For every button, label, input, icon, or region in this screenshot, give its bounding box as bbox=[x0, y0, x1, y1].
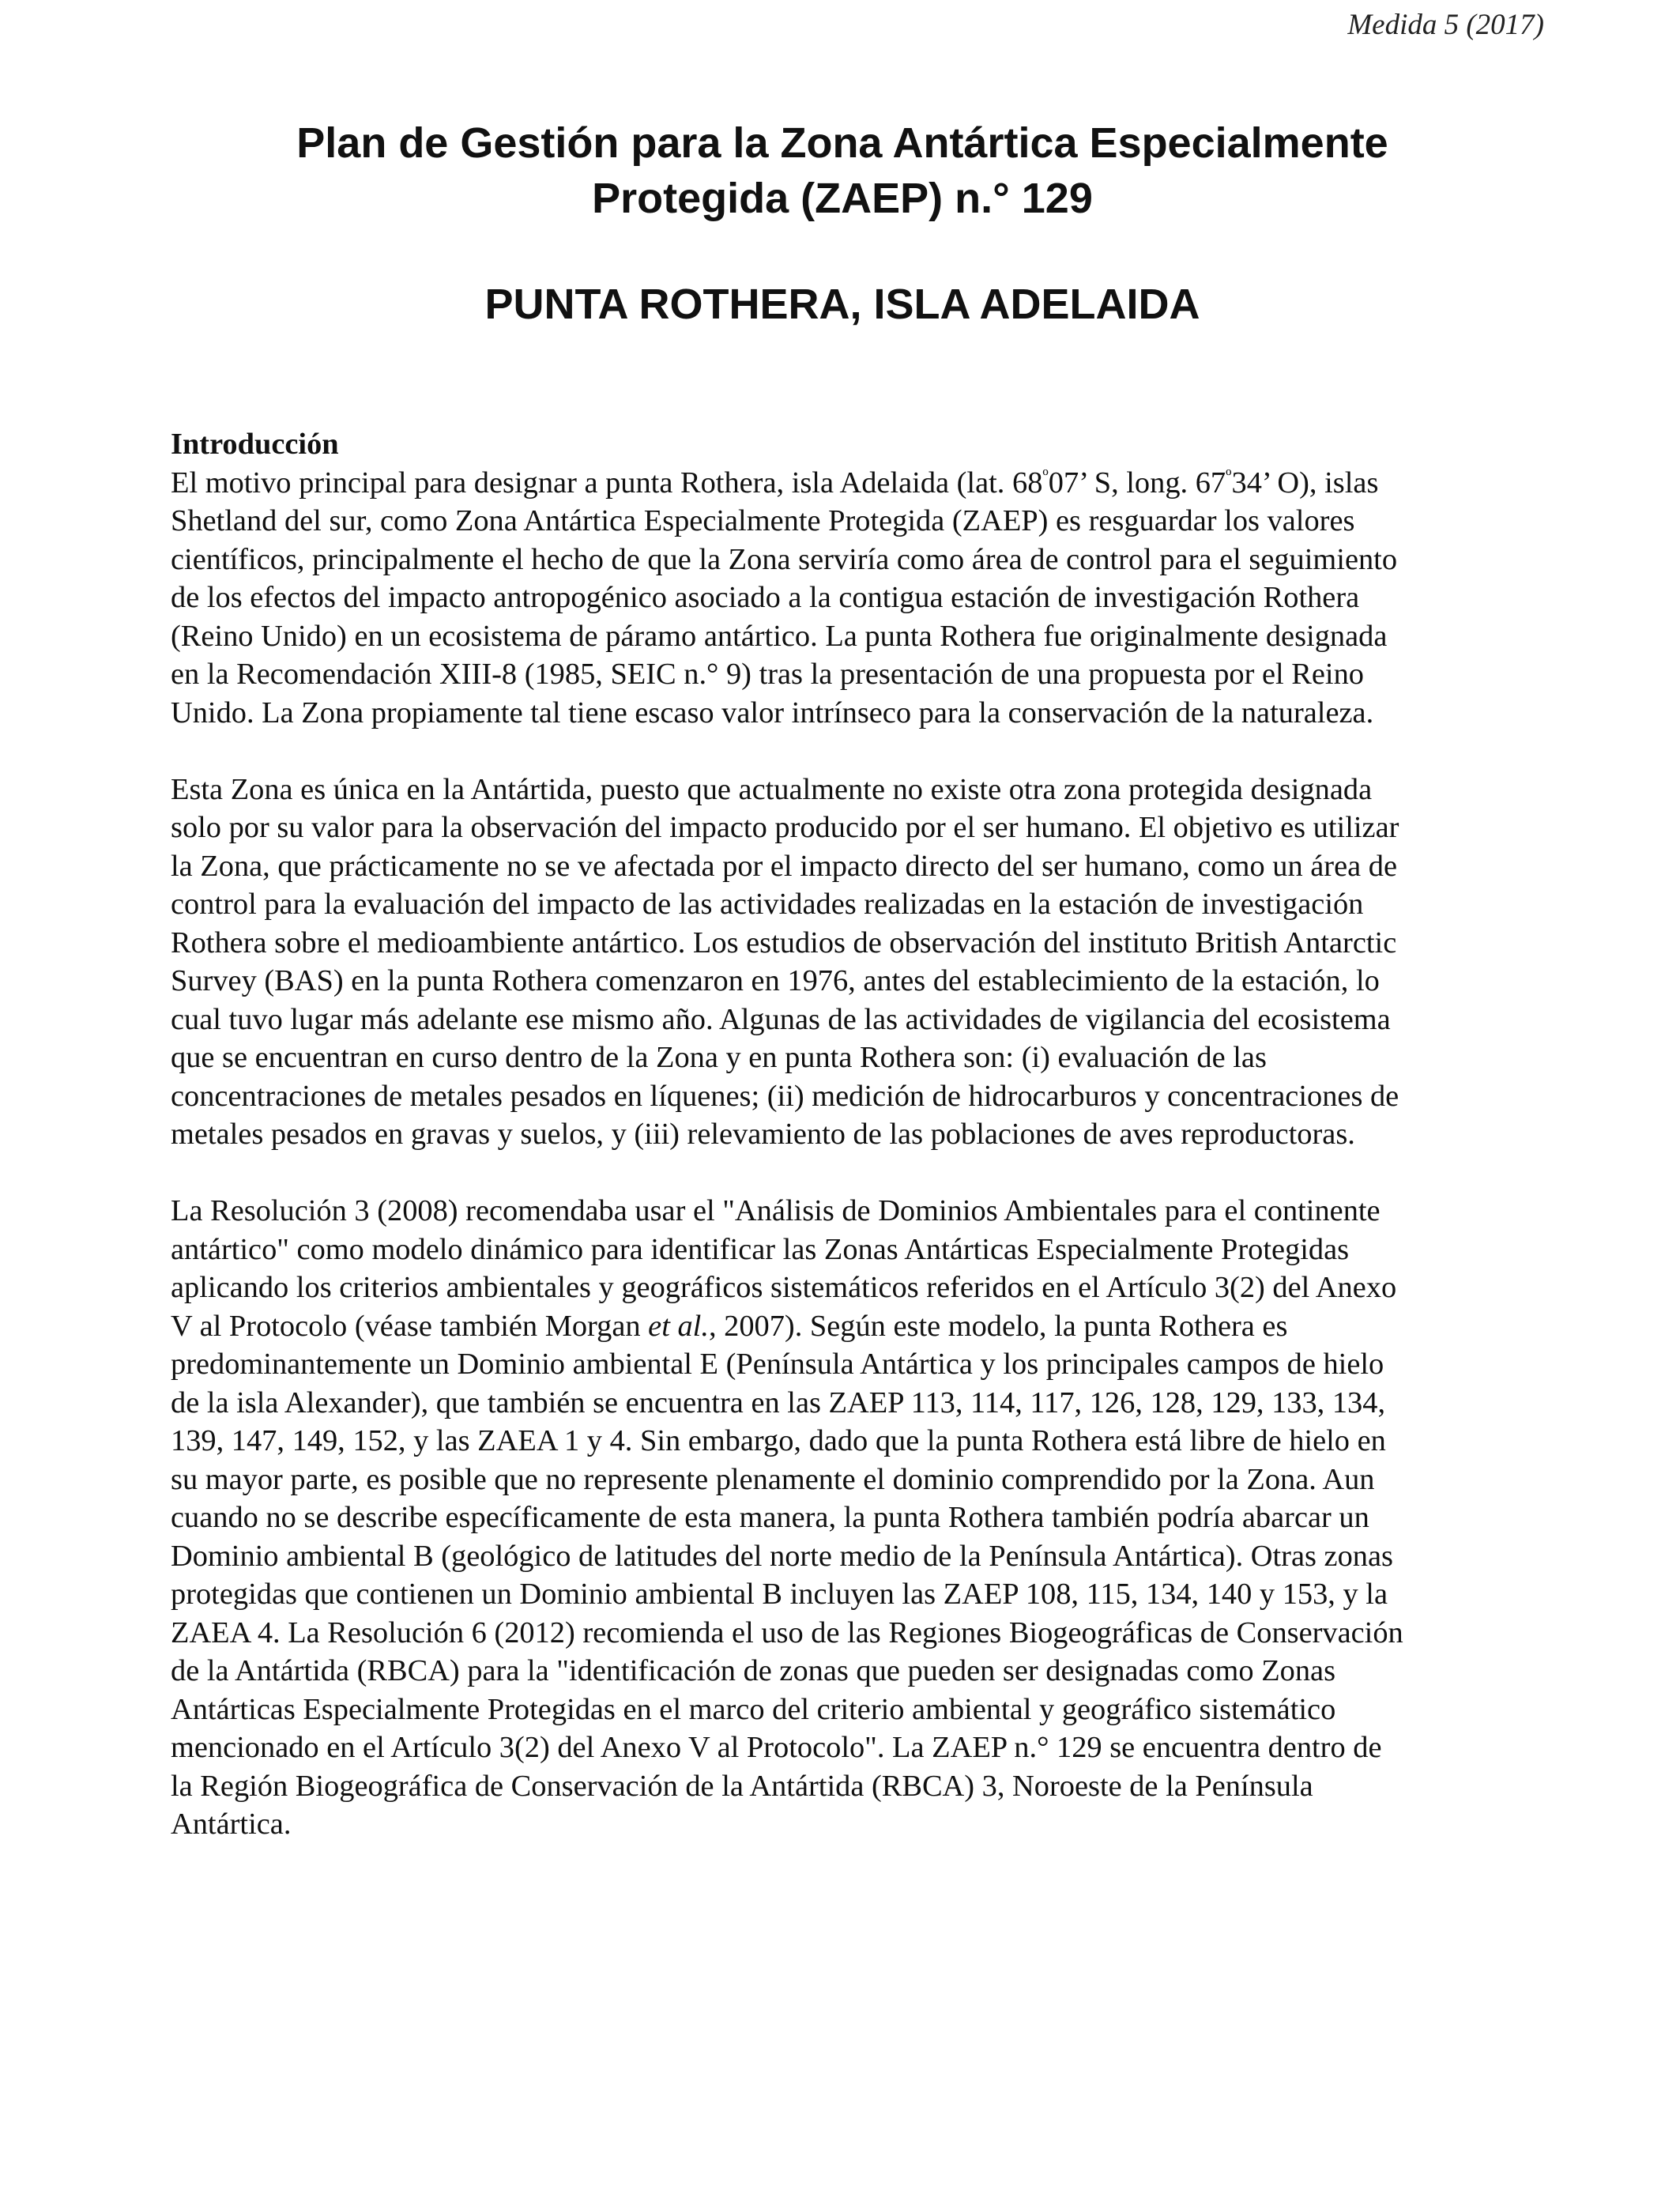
text-line: solo por su valor para la observación del impacto producido por el ser humano. El objetivo es utilizar bbox=[171, 811, 1399, 844]
text-line: aplicando los criterios ambientales y geográficos sistemáticos referidos en el Artículo 3(2) del Anexo bbox=[171, 1271, 1397, 1304]
running-header: Medida 5 (2017) bbox=[1347, 9, 1544, 41]
text-line: la Región Biogeográfica de Conservación de la Antártida (RBCA) 3, Noroeste de la Península bbox=[171, 1769, 1313, 1803]
text-line: control para la evaluación del impacto de las actividades realizadas en la estación de investigación bbox=[171, 888, 1364, 921]
text-line: la Zona, que prácticamente no se ve afectada por el impacto directo del ser humano, como un área de bbox=[171, 849, 1397, 883]
text-line: metales pesados en gravas y suelos, y (iii) relevamiento de las poblaciones de aves reproductoras. bbox=[171, 1118, 1355, 1151]
text-line: Survey (BAS) en la punta Rothera comenzaron en 1976, antes del establecimiento de la estación, lo bbox=[171, 964, 1380, 997]
document-subtitle: PUNTA ROTHERA, ISLA ADELAIDA bbox=[484, 281, 1200, 328]
text-line: Unido. La Zona propiamente tal tiene escaso valor intrínseco para la conservación de la naturaleza. bbox=[171, 696, 1374, 729]
text-line: cuando no se describe específicamente de esta manera, la punta Rothera también podría abarcar un bbox=[171, 1501, 1369, 1534]
text-line: Shetland del sur, como Zona Antártica Especialmente Protegida (ZAEP) es resguardar los valores bbox=[171, 504, 1355, 537]
text-line: en la Recomendación XIII-8 (1985, SEIC n.° 9) tras la presentación de una propuesta por el Reino bbox=[171, 658, 1364, 691]
text-line: protegidas que contienen un Dominio ambiental B incluyen las ZAEP 108, 115, 134, 140 y 153, y la bbox=[171, 1578, 1388, 1611]
text-line: su mayor parte, es posible que no represente plenamente el dominio comprendido por la Zona. Aun bbox=[171, 1462, 1375, 1496]
text-line: de la Antártida (RBCA) para la "identificación de zonas que pueden ser designadas como Zonas bbox=[171, 1654, 1336, 1687]
text-line: La Resolución 3 (2008) recomendaba usar el "Análisis de Dominios Ambientales para el continente bbox=[171, 1194, 1381, 1227]
text-line: Antárticas Especialmente Protegidas en el marco del criterio ambiental y geográfico sistemático bbox=[171, 1692, 1336, 1726]
text-line: (Reino Unido) en un ecosistema de páramo antártico. La punta Rothera fue originalmente designada bbox=[171, 619, 1388, 653]
text-line: científicos, principalmente el hecho de que la Zona serviría como área de control para el seguimiento bbox=[171, 542, 1398, 576]
paragraphs bbox=[171, 464, 1514, 1844]
text-line: de la isla Alexander), que también se encuentra en las ZAEP 113, 114, 117, 126, 128, 129, 133, 134, bbox=[171, 1385, 1386, 1419]
text-line: V al Protocolo (véase también Morgan et al., 2007). Según este modelo, la punta Rothera es bbox=[171, 1309, 1288, 1343]
text-line: concentraciones de metales pesados en líquenes; (ii) medición de hidrocarburos y concentraciones de bbox=[171, 1079, 1399, 1113]
text-line: El motivo principal para designar a punta Rothera, isla Adelaida (lat. $68^º07$’ S, long. $67^º34$’ O), islas bbox=[171, 466, 1379, 499]
text-line: antártico" como modelo dinámico para identificar las Zonas Antárticas Especialmente Protegidas bbox=[171, 1232, 1350, 1266]
text-line: predominantemente un Dominio ambiental E (Península Antártica y los principales campos de hielo bbox=[171, 1348, 1384, 1381]
text-line: cual tuvo lugar más adelante ese mismo año. Algunas de las actividades de vigilancia del ecosistema bbox=[171, 1002, 1391, 1036]
text-line: Esta Zona es única en la Antártida, puesto que actualmente no existe otra zona protegida designada bbox=[171, 772, 1373, 806]
text-line: 139, 147, 149, 152, y las ZAEA 1 y 4. Sin embargo, dado que la punta Rothera está libre de hielo en bbox=[171, 1424, 1386, 1457]
title-line: Protegida (ZAEP) n.° 129 bbox=[592, 175, 1093, 222]
text-line: de los efectos del impacto antropogénico asociado a la contigua estación de investigación Rothera bbox=[171, 581, 1360, 614]
text-line: Antártica. bbox=[171, 1808, 292, 1841]
paragraph bbox=[171, 771, 1514, 1154]
title-line: Plan de Gestión para la Zona Antártica Especialmente bbox=[296, 119, 1388, 167]
document-body bbox=[171, 425, 1514, 1844]
document-title bbox=[171, 115, 1514, 226]
paragraph bbox=[171, 464, 1514, 733]
text-line: Dominio ambiental B (geológico de latitudes del norte medio de la Península Antártica). Otras zonas bbox=[171, 1539, 1393, 1573]
section-heading: Introducción bbox=[171, 428, 339, 461]
text-line: que se encuentran en curso dentro de la Zona y en punta Rothera son: (i) evaluación de las bbox=[171, 1041, 1267, 1074]
paragraph bbox=[171, 1192, 1514, 1844]
text-line: Rothera sobre el medioambiente antártico. Los estudios de observación del instituto British Antarctic bbox=[171, 925, 1397, 959]
text-line: ZAEA 4. La Resolución 6 (2012) recomienda el uso de las Regiones Biogeográficas de Conservación bbox=[171, 1615, 1403, 1649]
text-line: mencionado en el Artículo 3(2) del Anexo V al Protocolo". La ZAEP n.° 129 se encuentra dentro de bbox=[171, 1731, 1382, 1764]
